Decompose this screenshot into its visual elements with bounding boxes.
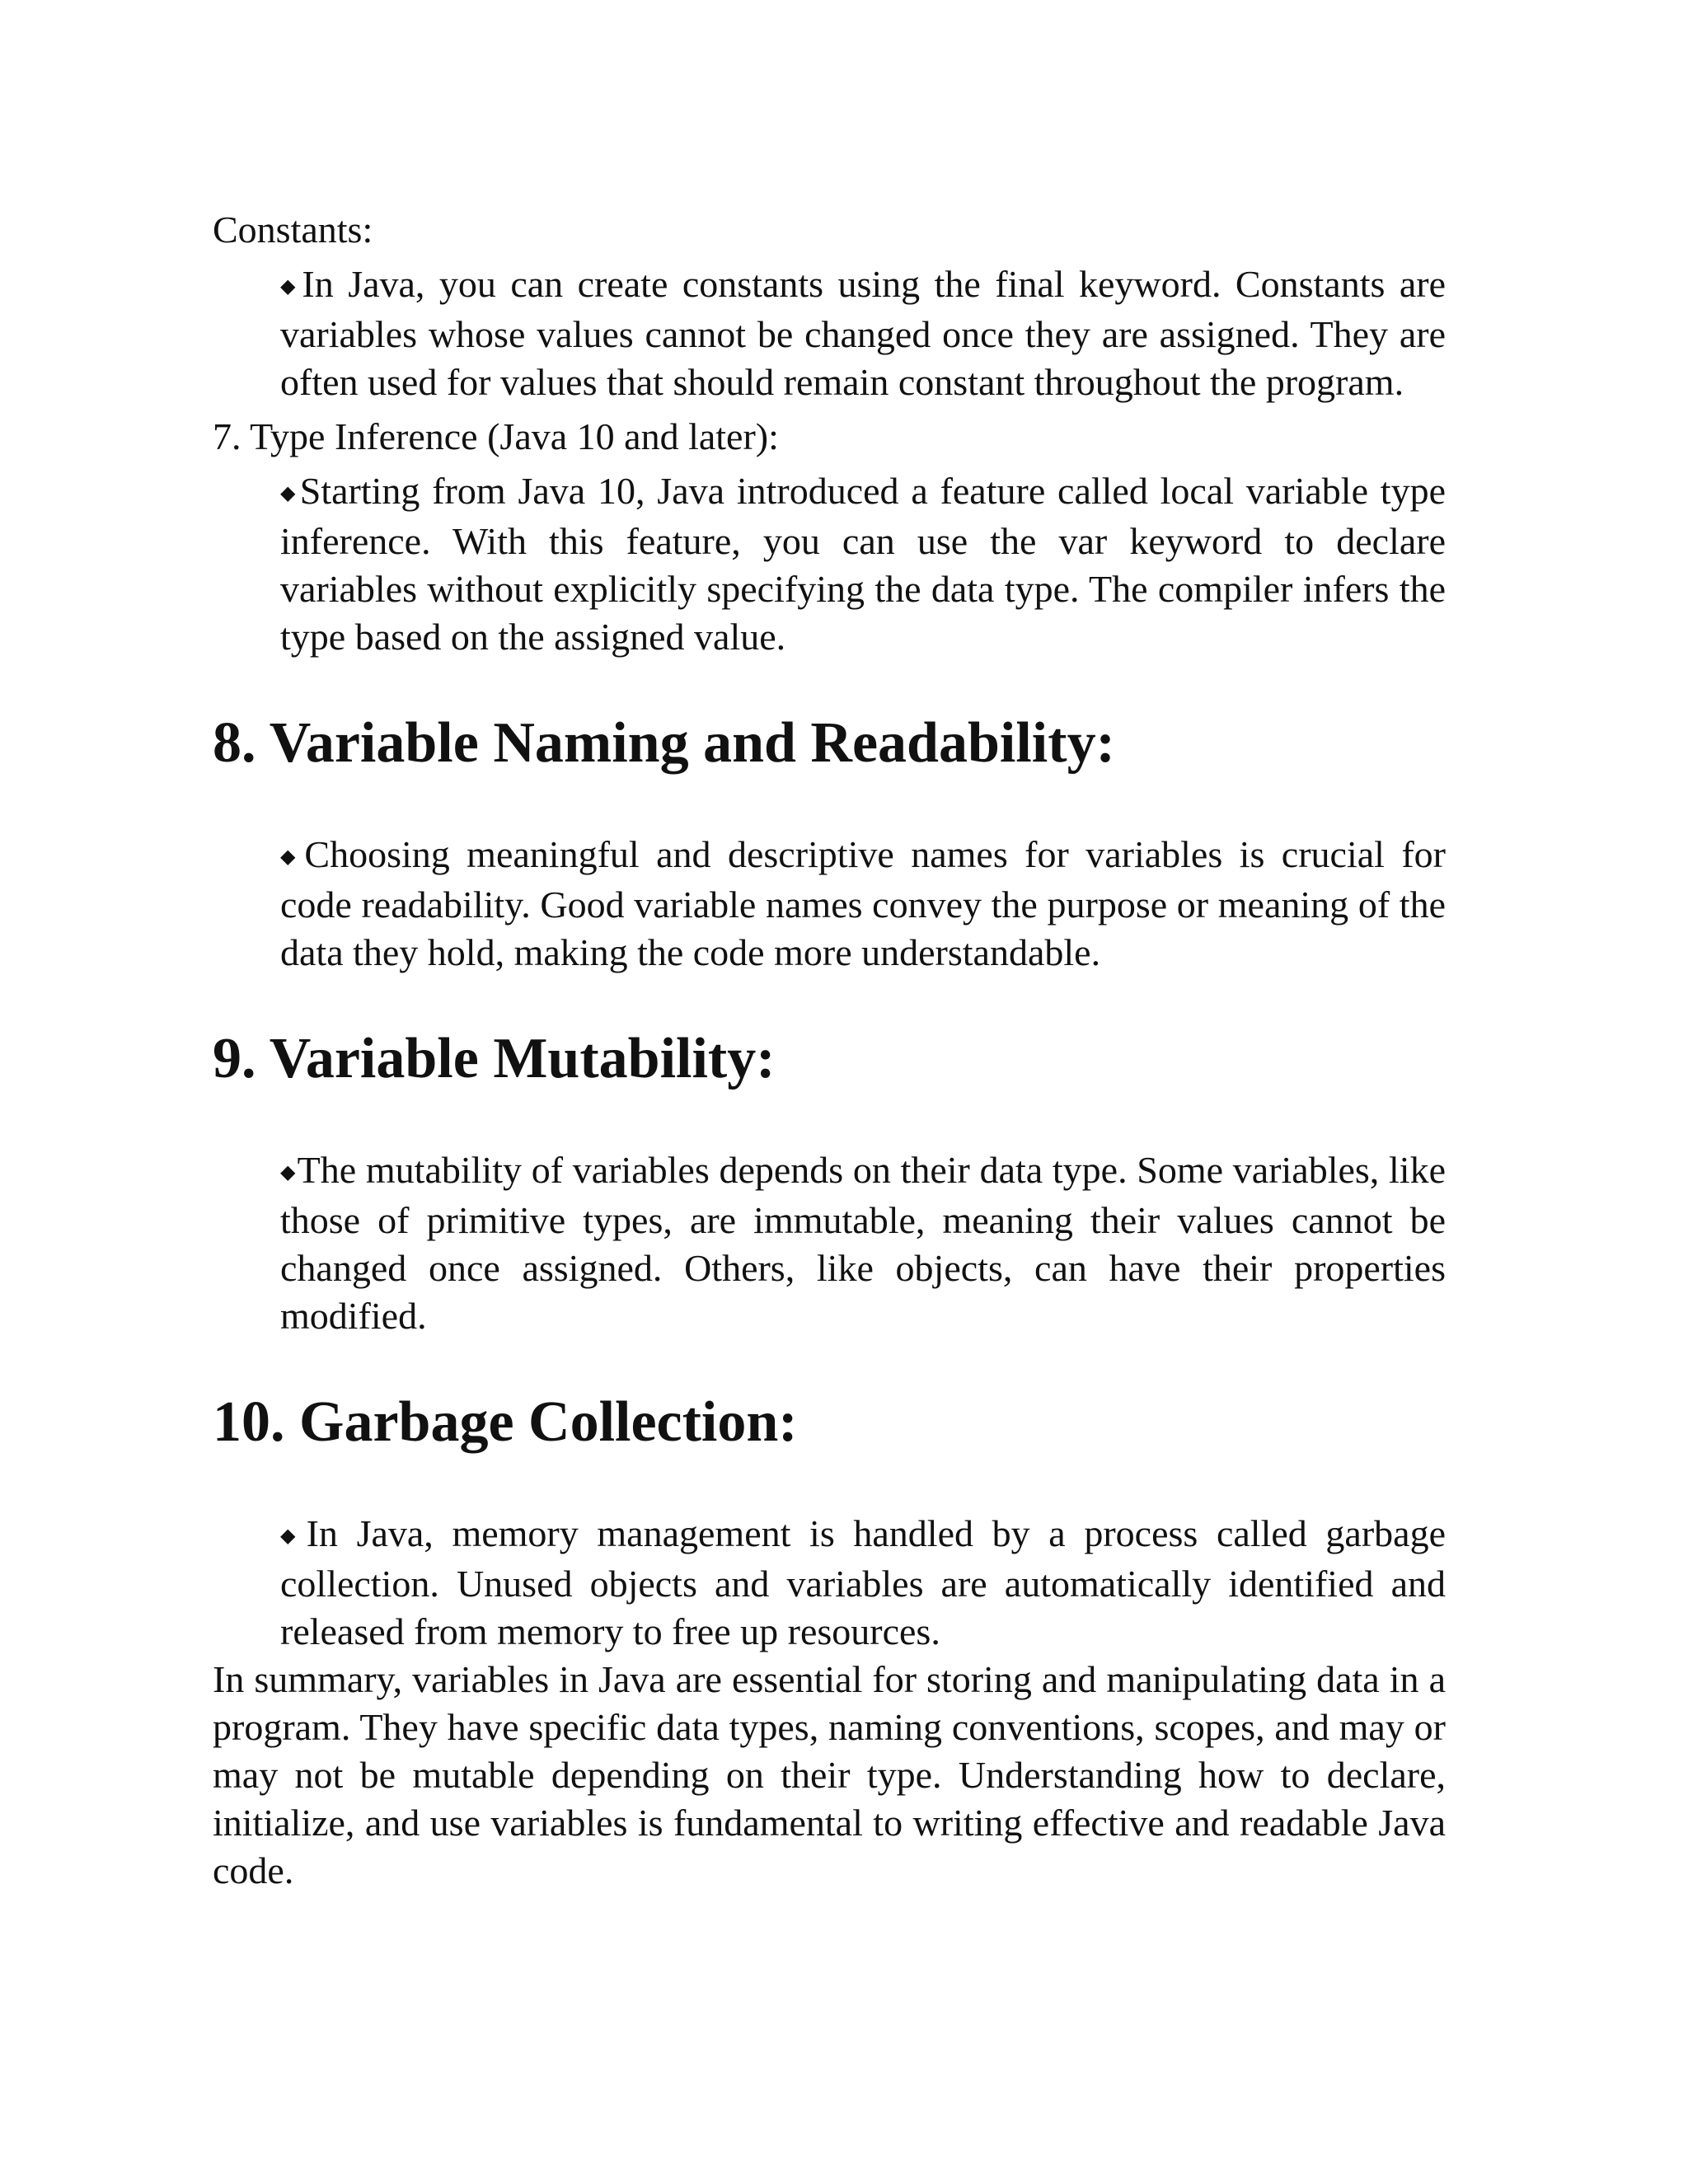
constants-bullet-text: In Java, you can create constants using the final keyword. Constants are variables whose values cannot be changed once they are assigned. They are often used for values that should remain constant throughout the program. [280,263,1446,403]
bullet-diamond-icon: ◆ [280,1162,296,1183]
type-inference-bullet-text: Starting from Java 10, Java introduced a feature called local variable type inference. With this feature, you can use the var keyword to declare variables without explicitly specifying the data type. The compiler infers the type based on the assigned value. [280,470,1446,658]
garbage-bullet-text: In Java, memory management is handled by a process called garbage collection. Unused objects and variables are automatically identified and released from memory to free up resources. [280,1512,1446,1652]
heading-garbage-collection: 10. Garbage Collection: [213,1390,798,1454]
naming-bullet-text: Choosing meaningful and descriptive names for variables is crucial for code readability. Good variable names convey the purpose or meaning of the data they hold, making the code more understandable. [280,833,1446,973]
naming-bullet [280,831,1446,977]
bullet-diamond-icon: ◆ [280,846,303,868]
type-inference-label: 7. Type Inference (Java 10 and later): [213,415,779,457]
bullet-diamond-icon: ◆ [280,276,301,298]
bullet-diamond-icon: ◆ [280,483,298,504]
heading-variable-naming: 8. Variable Naming and Readability: [213,711,1115,775]
mutability-bullet-text: The mutability of variables depends on their data type. Some variables, like those of primitive types, are immutable, meaning their values cannot be changed once assigned. Others, like objects, can have their properties modified. [280,1149,1446,1337]
heading-variable-mutability: 9. Variable Mutability: [213,1027,776,1090]
garbage-bullet [280,1510,1446,1656]
summary-paragraph: In summary, variables in Java are essential for storing and manipulating data in a program. They have specific data types, naming conventions, scopes, and may or may not be mutable depending on their type. Understanding how to declare, initialize, and use variables is fundamental to writing effective and readable Java code. [213,1658,1446,1891]
type-inference-bullet [280,467,1446,661]
document-page [213,206,1446,1895]
constants-bullet [280,260,1446,406]
constants-label: Constants: [213,209,373,251]
bullet-diamond-icon: ◆ [280,1526,305,1547]
mutability-bullet [280,1146,1446,1340]
